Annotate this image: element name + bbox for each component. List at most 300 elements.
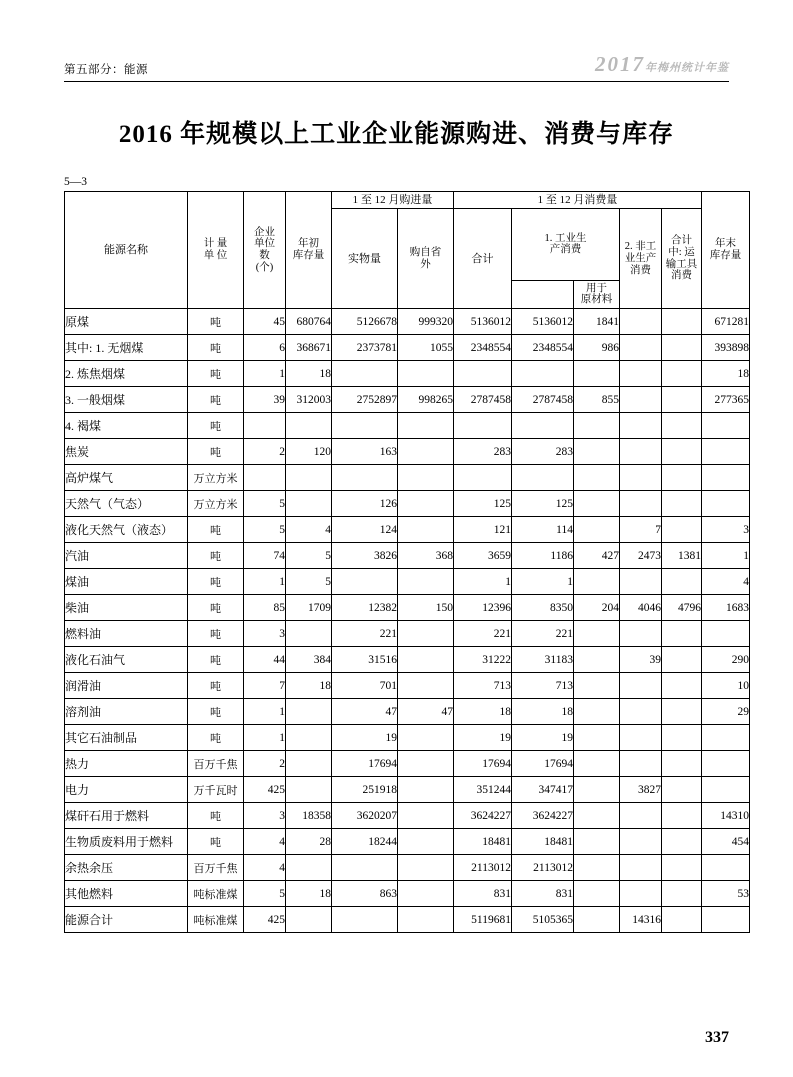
row-value-count: 39 [244,387,286,413]
row-value-outside [398,465,454,491]
row-value-transport [662,803,702,829]
row-value-transport [662,829,702,855]
row-unit: 吨 [188,413,244,439]
row-value-raw [574,569,620,595]
table-row [65,491,750,517]
row-value-ctotal: 221 [454,621,512,647]
row-unit: 吨 [188,595,244,621]
row-value-outside: 150 [398,595,454,621]
row-value-industrial: 19 [512,725,574,751]
row-value-outside [398,647,454,673]
row-label: 其中: 1. 无烟煤 [65,335,188,361]
row-value-begin: 368671 [286,335,332,361]
row-value-phys [332,569,398,595]
row-value-begin [286,855,332,881]
col-header-industrial: 1. 工业生 产消费 [512,209,620,280]
row-value-raw [574,517,620,543]
row-value-industrial: 3624227 [512,803,574,829]
row-value-ctotal: 713 [454,673,512,699]
row-value-count: 1 [244,361,286,387]
col-header-industrial-blank [512,280,574,309]
row-unit: 吨标准煤 [188,881,244,907]
row-value-end [702,855,750,881]
row-value-end: 4 [702,569,750,595]
row-value-transport [662,439,702,465]
table-row [65,829,750,855]
row-value-outside [398,439,454,465]
table-row [65,881,750,907]
yearbook-brand [595,52,729,77]
row-label: 煤矸石用于燃料 [65,803,188,829]
row-value-count [244,413,286,439]
row-unit: 吨 [188,621,244,647]
row-label: 热力 [65,751,188,777]
row-value-begin: 1709 [286,595,332,621]
row-value-ctotal: 283 [454,439,512,465]
row-value-nonind [620,881,662,907]
row-value-ctotal: 31222 [454,647,512,673]
row-value-count: 5 [244,881,286,907]
row-value-transport [662,491,702,517]
row-value-ctotal: 121 [454,517,512,543]
col-header-transport: 合计 中: 运 输工具 消费 [662,209,702,309]
row-value-end: 277365 [702,387,750,413]
row-value-count: 1 [244,725,286,751]
row-label: 生物质废料用于燃料 [65,829,188,855]
row-value-end [702,621,750,647]
col-header-begin-stock: 年初 库存量 [286,192,332,309]
row-value-nonind [620,491,662,517]
row-value-end: 290 [702,647,750,673]
row-value-phys: 12382 [332,595,398,621]
row-value-count: 44 [244,647,286,673]
row-value-transport [662,517,702,543]
row-unit: 吨 [188,387,244,413]
table-row [65,465,750,491]
row-unit: 百万千焦 [188,751,244,777]
row-value-count: 74 [244,543,286,569]
row-value-end: 53 [702,881,750,907]
row-unit: 吨 [188,439,244,465]
row-value-nonind [620,335,662,361]
table-row [65,647,750,673]
row-value-nonind [620,465,662,491]
row-value-end [702,751,750,777]
row-value-nonind [620,803,662,829]
row-value-count: 425 [244,777,286,803]
row-value-raw [574,803,620,829]
row-value-raw [574,725,620,751]
row-value-nonind: 7 [620,517,662,543]
row-value-phys: 126 [332,491,398,517]
brand-year: 2017 [595,52,645,76]
table-code: 5—3 [64,176,87,188]
row-value-end [702,907,750,933]
row-label: 原煤 [65,309,188,335]
row-value-ctotal: 125 [454,491,512,517]
row-value-phys [332,413,398,439]
row-value-transport [662,335,702,361]
row-value-transport [662,907,702,933]
table-row [65,335,750,361]
row-value-ctotal: 2787458 [454,387,512,413]
col-header-nonindustrial: 2. 非工 业生产 消费 [620,209,662,309]
table-row [65,803,750,829]
row-value-ctotal: 2348554 [454,335,512,361]
table-row [65,595,750,621]
row-value-end: 393898 [702,335,750,361]
row-value-begin [286,725,332,751]
row-value-begin: 384 [286,647,332,673]
row-value-industrial: 713 [512,673,574,699]
row-value-phys: 47 [332,699,398,725]
row-value-industrial [512,361,574,387]
row-unit: 吨 [188,335,244,361]
row-value-ctotal: 5136012 [454,309,512,335]
row-value-begin: 18 [286,673,332,699]
row-value-nonind [620,413,662,439]
table-row [65,413,750,439]
row-value-phys: 2373781 [332,335,398,361]
row-value-ctotal: 5119681 [454,907,512,933]
row-value-end: 671281 [702,309,750,335]
table-header-row-1 [65,192,750,209]
row-value-industrial: 2787458 [512,387,574,413]
row-value-outside [398,907,454,933]
row-unit: 吨 [188,647,244,673]
table-row [65,777,750,803]
row-value-transport: 1381 [662,543,702,569]
row-value-phys: 701 [332,673,398,699]
row-label: 燃料油 [65,621,188,647]
row-value-ctotal: 18481 [454,829,512,855]
page-title: 2016 年规模以上工业企业能源购进、消费与库存 [118,121,675,148]
row-value-transport [662,569,702,595]
col-header-purchase-outside: 购自省 外 [398,209,454,309]
row-value-transport: 4796 [662,595,702,621]
row-unit: 吨 [188,673,244,699]
row-value-industrial: 31183 [512,647,574,673]
section-label: 第五部分：能源 [64,64,148,76]
row-value-industrial: 18481 [512,829,574,855]
row-label: 4. 褐煤 [65,413,188,439]
row-unit: 万立方米 [188,491,244,517]
row-value-end: 1 [702,543,750,569]
row-value-outside: 1055 [398,335,454,361]
row-value-outside [398,491,454,517]
row-value-outside [398,673,454,699]
row-value-begin [286,413,332,439]
row-label: 溶剂油 [65,699,188,725]
row-value-end: 29 [702,699,750,725]
row-value-end: 454 [702,829,750,855]
row-value-end [702,439,750,465]
row-label: 2. 炼焦烟煤 [65,361,188,387]
row-value-end [702,413,750,439]
row-value-end [702,491,750,517]
row-value-raw [574,907,620,933]
row-value-outside: 47 [398,699,454,725]
row-value-count: 2 [244,751,286,777]
table-row [65,907,750,933]
row-value-nonind [620,829,662,855]
row-label: 高炉煤气 [65,465,188,491]
row-value-end [702,725,750,751]
row-value-industrial: 17694 [512,751,574,777]
col-header-raw-material: 用于 原材料 [574,280,620,309]
row-value-begin: 18 [286,881,332,907]
row-value-raw [574,699,620,725]
row-unit: 吨 [188,725,244,751]
row-label: 柴油 [65,595,188,621]
row-value-outside: 999320 [398,309,454,335]
row-value-industrial: 8350 [512,595,574,621]
row-value-ctotal: 19 [454,725,512,751]
row-value-begin: 312003 [286,387,332,413]
row-value-raw: 204 [574,595,620,621]
row-value-transport [662,777,702,803]
row-value-nonind: 39 [620,647,662,673]
row-value-phys: 163 [332,439,398,465]
row-value-nonind: 14316 [620,907,662,933]
row-value-ctotal [454,465,512,491]
table-row [65,309,750,335]
row-value-industrial: 2348554 [512,335,574,361]
row-value-outside: 998265 [398,387,454,413]
row-unit: 吨 [188,517,244,543]
row-unit: 吨 [188,803,244,829]
row-value-begin [286,777,332,803]
row-label: 余热余压 [65,855,188,881]
table-row [65,621,750,647]
row-label: 煤油 [65,569,188,595]
row-value-nonind [620,439,662,465]
row-value-phys: 18244 [332,829,398,855]
row-value-ctotal: 3659 [454,543,512,569]
row-value-outside [398,751,454,777]
row-value-count: 5 [244,491,286,517]
row-unit: 吨标准煤 [188,907,244,933]
row-label: 其它石油制品 [65,725,188,751]
row-value-transport [662,465,702,491]
row-value-raw: 986 [574,335,620,361]
row-value-begin [286,751,332,777]
row-label: 液化石油气 [65,647,188,673]
table-row [65,751,750,777]
row-value-nonind: 4046 [620,595,662,621]
row-value-raw [574,777,620,803]
row-value-nonind [620,621,662,647]
row-value-nonind [620,855,662,881]
row-value-outside [398,517,454,543]
row-value-outside [398,725,454,751]
table-row [65,569,750,595]
row-unit: 吨 [188,361,244,387]
row-value-count: 4 [244,829,286,855]
row-label: 液化天然气（液态） [65,517,188,543]
row-value-phys: 19 [332,725,398,751]
table-row [65,673,750,699]
row-label: 天然气（气态） [65,491,188,517]
col-header-name: 能源名称 [65,192,188,309]
row-value-industrial: 18 [512,699,574,725]
row-label: 能源合计 [65,907,188,933]
brand-sub: 年梅州统计年鉴 [645,62,729,74]
col-header-consume-total: 合计 [454,209,512,309]
row-value-count: 45 [244,309,286,335]
row-value-phys: 251918 [332,777,398,803]
row-value-count: 85 [244,595,286,621]
row-value-begin: 28 [286,829,332,855]
row-value-phys [332,361,398,387]
row-value-raw [574,855,620,881]
row-value-end: 14310 [702,803,750,829]
row-value-raw [574,751,620,777]
row-value-outside [398,829,454,855]
row-value-ctotal [454,413,512,439]
col-header-end-stock: 年末 库存量 [702,192,750,309]
row-value-ctotal: 18 [454,699,512,725]
row-unit: 万千瓦时 [188,777,244,803]
energy-table [64,191,750,933]
row-value-raw [574,673,620,699]
table-row [65,543,750,569]
row-value-raw [574,465,620,491]
row-value-nonind: 2473 [620,543,662,569]
row-value-raw [574,361,620,387]
row-value-industrial [512,413,574,439]
row-value-raw: 427 [574,543,620,569]
row-value-nonind [620,361,662,387]
row-label: 3. 一般烟煤 [65,387,188,413]
row-value-raw [574,881,620,907]
row-value-end: 1683 [702,595,750,621]
row-value-begin: 5 [286,543,332,569]
row-value-count: 6 [244,335,286,361]
row-value-count: 3 [244,621,286,647]
table-body [65,309,750,933]
row-value-raw [574,621,620,647]
row-value-outside [398,855,454,881]
row-value-phys [332,465,398,491]
row-value-transport [662,387,702,413]
col-header-enterprise-count: 企业 单位 数 (个) [244,192,286,309]
row-value-end: 18 [702,361,750,387]
table-row [65,855,750,881]
row-value-phys [332,855,398,881]
row-value-ctotal: 1 [454,569,512,595]
row-value-nonind [620,309,662,335]
col-group-purchase: 1 至 12 月购进量 [332,192,454,209]
row-value-transport [662,673,702,699]
row-value-industrial: 5136012 [512,309,574,335]
row-value-industrial: 125 [512,491,574,517]
row-value-end: 3 [702,517,750,543]
row-value-industrial: 2113012 [512,855,574,881]
row-value-phys: 124 [332,517,398,543]
row-value-raw: 855 [574,387,620,413]
table-row [65,725,750,751]
row-value-count: 4 [244,855,286,881]
row-value-phys: 3620207 [332,803,398,829]
row-value-ctotal: 2113012 [454,855,512,881]
row-value-transport [662,699,702,725]
row-unit: 百万千焦 [188,855,244,881]
row-value-begin [286,699,332,725]
row-value-nonind [620,699,662,725]
row-value-transport [662,751,702,777]
row-unit: 吨 [188,829,244,855]
row-value-begin [286,465,332,491]
row-value-outside: 368 [398,543,454,569]
row-value-begin: 18 [286,361,332,387]
row-value-nonind [620,569,662,595]
page-header [64,0,729,82]
row-value-outside [398,413,454,439]
row-value-begin: 4 [286,517,332,543]
row-value-industrial: 5105365 [512,907,574,933]
row-value-begin: 18358 [286,803,332,829]
row-value-phys: 863 [332,881,398,907]
col-group-consume: 1 至 12 月消费量 [454,192,702,209]
row-value-phys: 3826 [332,543,398,569]
row-value-industrial: 831 [512,881,574,907]
row-value-industrial [512,465,574,491]
row-value-outside [398,569,454,595]
row-value-industrial: 283 [512,439,574,465]
row-value-phys: 221 [332,621,398,647]
row-value-count: 5 [244,517,286,543]
row-value-raw [574,829,620,855]
col-header-unit: 计 量 单 位 [188,192,244,309]
row-value-nonind [620,387,662,413]
row-value-phys [332,907,398,933]
row-value-industrial: 347417 [512,777,574,803]
row-value-begin [286,491,332,517]
row-unit: 万立方米 [188,465,244,491]
row-value-transport [662,725,702,751]
table-row [65,387,750,413]
row-value-industrial: 114 [512,517,574,543]
row-label: 电力 [65,777,188,803]
row-value-industrial: 1186 [512,543,574,569]
row-value-count: 7 [244,673,286,699]
table-row [65,361,750,387]
row-value-nonind [620,725,662,751]
row-value-nonind [620,673,662,699]
row-value-outside [398,621,454,647]
row-value-transport [662,647,702,673]
table-row [65,699,750,725]
row-value-count: 2 [244,439,286,465]
row-value-phys: 2752897 [332,387,398,413]
row-value-begin: 120 [286,439,332,465]
row-value-ctotal: 12396 [454,595,512,621]
table-row [65,517,750,543]
row-value-raw [574,647,620,673]
row-value-raw: 1841 [574,309,620,335]
row-value-ctotal: 17694 [454,751,512,777]
row-value-end [702,465,750,491]
row-label: 汽油 [65,543,188,569]
row-value-phys: 31516 [332,647,398,673]
row-value-ctotal: 3624227 [454,803,512,829]
row-value-raw [574,491,620,517]
row-value-phys: 17694 [332,751,398,777]
row-value-transport [662,413,702,439]
row-value-outside [398,361,454,387]
row-value-transport [662,855,702,881]
